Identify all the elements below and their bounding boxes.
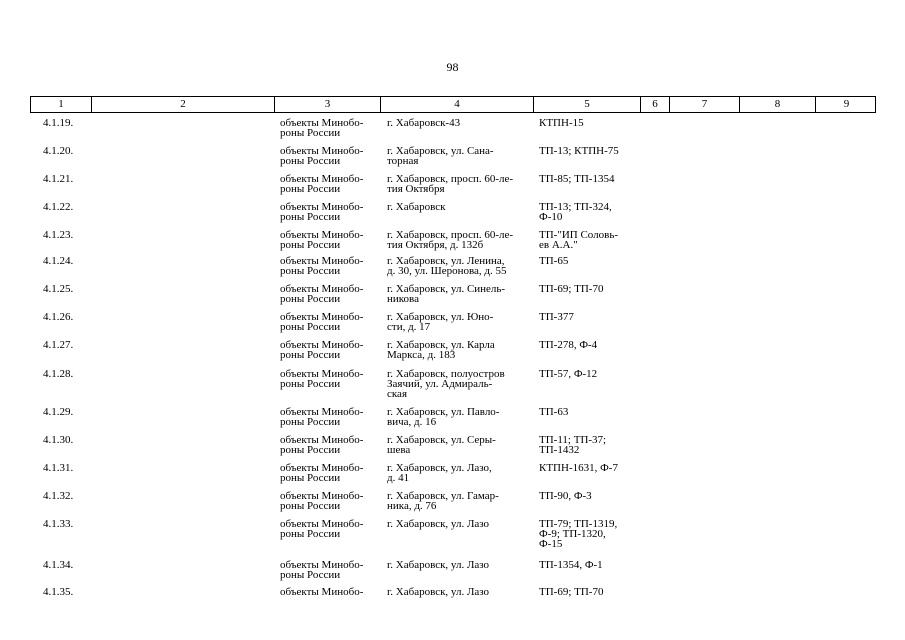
cell-line: ТП-69; ТП-70 [539,283,604,295]
cell-line: Ф-15 [539,538,563,550]
address-cell [387,519,537,529]
object-name-cell [280,256,384,276]
cell-line: роны России [280,528,341,540]
row-number: 4.1.24. [43,255,74,267]
substation-cell [539,146,643,156]
cell-line: КТПН-1631, Ф-7 [539,462,618,474]
address-cell [387,587,537,597]
cell-line: г. Хабаровск, просп. 60-ле- [387,229,514,241]
cell-line: ТП-13; ТП-324, [539,201,612,213]
cell-line: роны России [280,500,341,512]
row-number: 4.1.26. [43,311,74,323]
row-number: 4.1.29. [43,406,74,418]
object-name-cell [280,407,384,427]
cell-line: роны России [280,378,341,390]
cell-line: объекты Минобо- [280,339,364,351]
cell-line: шева [387,444,411,456]
substation-cell [539,587,643,597]
object-name-cell [280,312,384,332]
row-number: 4.1.19. [43,117,74,129]
cell-line: г. Хабаровск, ул. Лазо, [387,462,492,474]
cell-line: г. Хабаровск, ул. Ленина, [387,255,505,267]
cell-line: ТП-"ИП Соловь- [539,229,619,241]
cell-line: г. Хабаровск [387,201,446,213]
object-name-cell [280,202,384,222]
cell-line: объекты Минобо- [280,559,364,571]
row-number: 4.1.20. [43,145,74,157]
cell-line: объекты Минобо- [280,406,364,418]
address-cell [387,463,537,483]
cell-line: роны России [280,211,341,223]
cell-line: объекты Минобо- [280,586,364,598]
substation-cell [539,118,643,128]
cell-line: объекты Минобо- [280,462,364,474]
cell-line: г. Хабаровск, ул. Карла [387,339,495,351]
address-cell [387,146,537,166]
substation-cell [539,519,643,549]
cell-line: объекты Минобо- [280,229,364,241]
row-number: 4.1.35. [43,586,74,598]
cell-line: роны России [280,265,341,277]
substation-cell [539,312,643,322]
cell-line: г. Хабаровск, ул. Лазо [387,518,490,530]
cell-line: объекты Минобо- [280,283,364,295]
object-name-cell [280,174,384,194]
object-name-cell [280,463,384,483]
cell-line: г. Хабаровск, ул. Гамар- [387,490,499,502]
cell-line: роны России [280,155,341,167]
object-name-cell [280,560,384,580]
substation-cell [539,491,643,501]
substation-cell [539,230,643,250]
address-cell [387,284,537,304]
header-cell: 6 [641,97,670,112]
address-cell [387,174,537,194]
row-number: 4.1.33. [43,518,74,530]
row-number: 4.1.22. [43,201,74,213]
substation-cell [539,407,643,417]
row-number: 4.1.32. [43,490,74,502]
cell-line: ТП-1432 [539,444,580,456]
cell-line: ТП-377 [539,311,574,323]
cell-line: Ф-10 [539,211,563,223]
cell-line: объекты Минобо- [280,490,364,502]
row-number: 4.1.30. [43,434,74,446]
cell-line: торная [387,155,419,167]
cell-line: тия Октября, д. 132б [387,239,484,251]
cell-line: ТП-85; ТП-1354 [539,173,615,185]
cell-line: ТП-13; КТПН-75 [539,145,619,157]
cell-line: г. Хабаровск, ул. Юно- [387,311,494,323]
address-cell [387,369,537,399]
cell-line: ев А.А." [539,239,578,251]
header-cell: 5 [534,97,641,112]
cell-line: ТП-1354, Ф-1 [539,559,603,571]
cell-line: г. Хабаровск, ул. Лазо [387,586,490,598]
cell-line: г. Хабаровск, ул. Синель- [387,283,506,295]
cell-line: роны России [280,127,341,139]
object-name-cell [280,340,384,360]
cell-line: Заячий, ул. Адмираль- [387,378,493,390]
row-number: 4.1.34. [43,559,74,571]
address-cell [387,340,537,360]
cell-line: роны России [280,444,341,456]
cell-line: тия Октября [387,183,445,195]
header-cell: 4 [381,97,534,112]
cell-line: роны России [280,349,341,361]
row-number: 4.1.28. [43,368,74,380]
substation-cell [539,174,643,184]
cell-line: роны России [280,293,341,305]
substation-cell [539,340,643,350]
cell-line: сти, д. 17 [387,321,431,333]
cell-line: вича, д. 16 [387,416,437,428]
cell-line: объекты Минобо- [280,201,364,213]
cell-line: роны России [280,569,341,581]
cell-line: д. 41 [387,472,410,484]
cell-line: роны России [280,416,341,428]
address-cell [387,118,537,128]
object-name-cell [280,587,384,597]
cell-line: г. Хабаровск, просп. 60-ле- [387,173,514,185]
header-cell: 7 [670,97,740,112]
cell-line: ТП-11; ТП-37; [539,434,607,446]
cell-line: объекты Минобо- [280,255,364,267]
cell-line: роны России [280,321,341,333]
cell-line: ТП-69; ТП-70 [539,586,604,598]
substation-cell [539,284,643,294]
address-cell [387,491,537,511]
cell-line: г. Хабаровск, ул. Серы- [387,434,496,446]
cell-line: объекты Минобо- [280,368,364,380]
cell-line: г. Хабаровск-43 [387,117,461,129]
cell-line: ТП-57, Ф-12 [539,368,598,380]
object-name-cell [280,435,384,455]
address-cell [387,256,537,276]
cell-line: роны России [280,239,341,251]
address-cell [387,407,537,427]
row-number: 4.1.21. [43,173,74,185]
address-cell [387,202,537,212]
substation-cell [539,202,643,222]
address-cell [387,560,537,570]
cell-line: объекты Минобо- [280,173,364,185]
substation-cell [539,369,643,379]
cell-line: Маркса, д. 183 [387,349,456,361]
object-name-cell [280,519,384,539]
cell-line: роны России [280,472,341,484]
row-number: 4.1.23. [43,229,74,241]
cell-line: д. 30, ул. Шеронова, д. 55 [387,265,507,277]
cell-line: Ф-9; ТП-1320, [539,528,606,540]
header-cell: 1 [31,97,92,112]
header-cell: 9 [843,98,850,110]
header-cell: 2 [92,97,275,112]
cell-line: ТП-90, Ф-3 [539,490,592,502]
cell-line: ТП-278, Ф-4 [539,339,598,351]
object-name-cell [280,284,384,304]
cell-line: никова [387,293,419,305]
page-number: 98 [446,60,459,74]
address-cell [387,312,537,332]
header-cell: 8 [740,97,816,112]
object-name-cell [280,118,384,138]
cell-line: объекты Минобо- [280,117,364,129]
object-name-cell [280,146,384,166]
cell-line: г. Хабаровск, полуостров [387,368,505,380]
object-name-cell [280,491,384,511]
cell-line: ТП-79; ТП-1319, [539,518,618,530]
cell-line: г. Хабаровск, ул. Павло- [387,406,500,418]
cell-line: объекты Минобо- [280,434,364,446]
cell-line: ника, д. 76 [387,500,437,512]
cell-line: объекты Минобо- [280,311,364,323]
cell-line: КТПН-15 [539,117,584,129]
cell-line: ская [387,388,408,400]
substation-cell [539,463,643,473]
row-number: 4.1.25. [43,283,74,295]
cell-line: ТП-63 [539,406,569,418]
substation-cell [539,435,643,455]
cell-line: г. Хабаровск, ул. Сана- [387,145,494,157]
address-cell [387,435,537,455]
cell-line: г. Хабаровск, ул. Лазо [387,559,490,571]
substation-cell [539,560,643,570]
cell-line: ТП-65 [539,255,569,267]
cell-line: роны России [280,183,341,195]
object-name-cell [280,230,384,250]
table-header-row [30,96,876,113]
object-name-cell [280,369,384,389]
cell-line: объекты Минобо- [280,518,364,530]
row-number: 4.1.27. [43,339,74,351]
address-cell [387,230,537,250]
header-cell: 3 [275,97,381,112]
substation-cell [539,256,643,266]
cell-line: объекты Минобо- [280,145,364,157]
row-number: 4.1.31. [43,462,74,474]
